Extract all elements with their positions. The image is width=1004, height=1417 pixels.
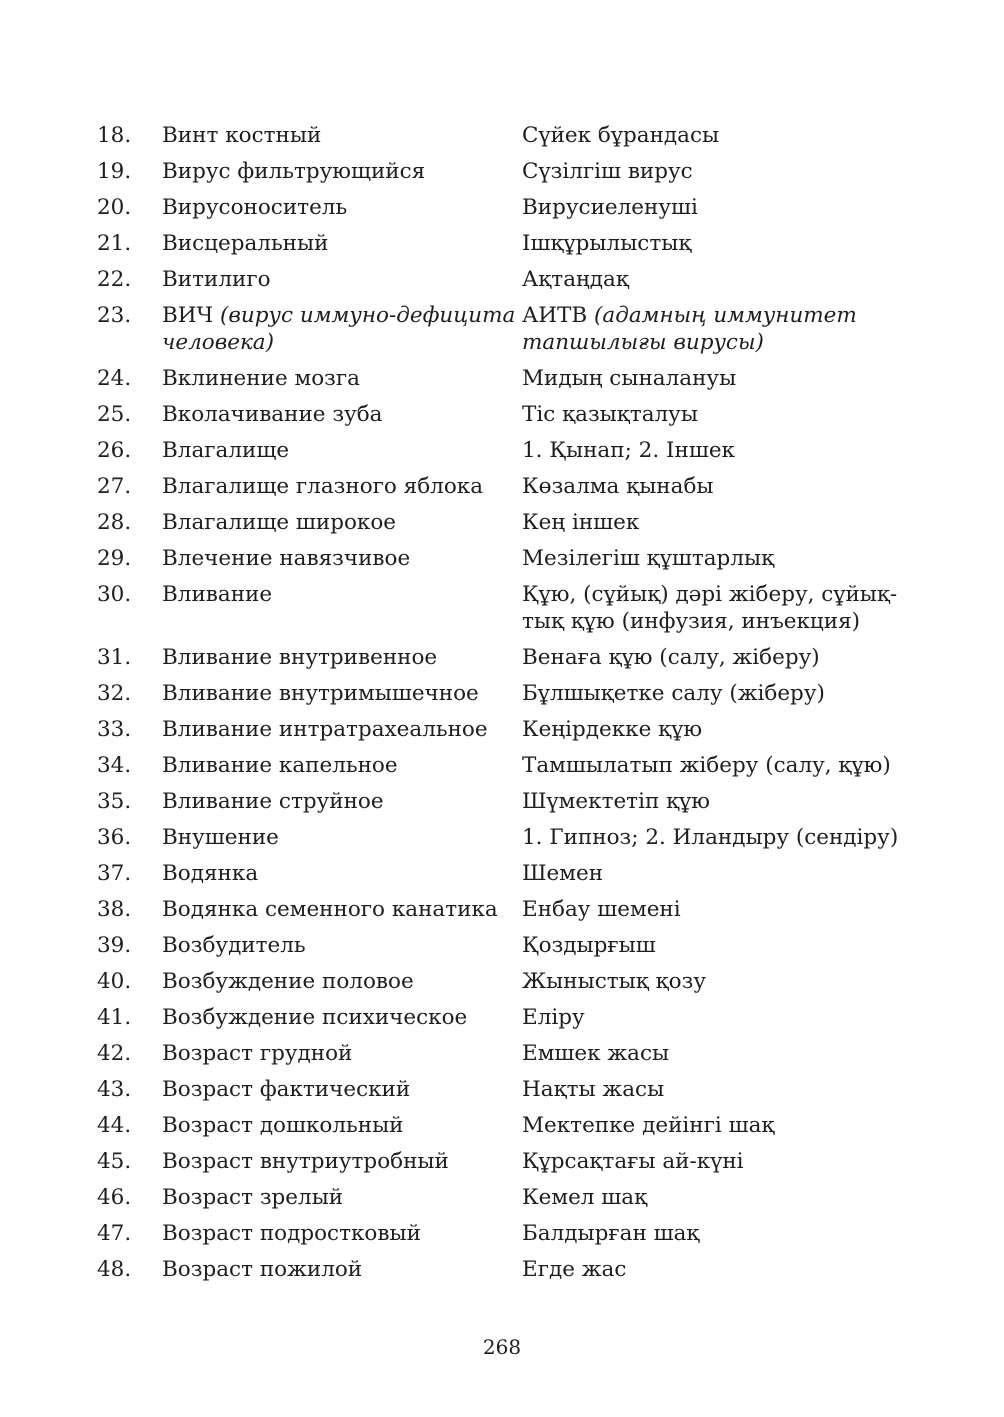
russian-term — [162, 365, 522, 392]
russian-term — [162, 860, 522, 887]
entry-number: 39. — [97, 933, 132, 958]
kazakh-term — [522, 716, 917, 743]
russian-term — [162, 158, 522, 185]
kazakh-term — [522, 194, 917, 221]
kazakh-term-text: Емшек жасы — [522, 1041, 670, 1066]
entry-number: 38. — [97, 897, 132, 922]
russian-term-text: Возбудитель — [162, 933, 306, 958]
kazakh-term-text: Нақты жасы — [522, 1077, 665, 1102]
entry-number: 41. — [97, 1005, 132, 1030]
kazakh-term — [522, 401, 917, 428]
entry-number: 27. — [97, 474, 132, 499]
russian-term-text: Возраст зрелый — [162, 1185, 344, 1210]
russian-term-text: Вливание внутримышечное — [162, 681, 479, 706]
glossary-entry — [97, 680, 917, 707]
russian-term — [162, 401, 522, 428]
glossary-entry — [97, 968, 917, 995]
russian-term — [162, 1004, 522, 1031]
russian-term — [162, 122, 522, 149]
page-number: 268 — [482, 1335, 522, 1359]
glossary-entry — [97, 860, 917, 887]
russian-term — [162, 968, 522, 995]
glossary-entry — [97, 437, 917, 464]
kazakh-term-text: Кемел шақ — [522, 1185, 648, 1210]
kazakh-term — [522, 1040, 917, 1067]
kazakh-term-text: Балдырған шақ — [522, 1221, 700, 1246]
entry-number: 33. — [97, 717, 132, 742]
glossary-entry — [97, 824, 917, 851]
glossary-entry — [97, 401, 917, 428]
kazakh-term-text: Еліру — [522, 1005, 585, 1030]
russian-term — [162, 644, 522, 671]
glossary-list — [97, 122, 917, 1292]
russian-term — [162, 266, 522, 293]
kazakh-term-text: Құрсақтағы ай-күні — [522, 1149, 744, 1174]
russian-term — [162, 545, 522, 572]
glossary-entry — [97, 1040, 917, 1067]
kazakh-term — [522, 1004, 917, 1031]
kazakh-term-text: Шүмектетіп құю — [522, 789, 711, 814]
entry-number: 30. — [97, 582, 132, 607]
russian-term-text: Вклинение мозга — [162, 366, 360, 391]
glossary-entry — [97, 932, 917, 959]
russian-term — [162, 824, 522, 851]
entry-number: 29. — [97, 546, 132, 571]
russian-term — [162, 1220, 522, 1247]
glossary-entry — [97, 1112, 917, 1139]
kazakh-term-text: Тамшылатып жіберу (салу, құю) — [522, 753, 891, 778]
entry-number: 44. — [97, 1113, 132, 1138]
entry-number: 48. — [97, 1257, 132, 1282]
russian-term — [162, 752, 522, 779]
russian-term — [162, 230, 522, 257]
kazakh-term — [522, 968, 917, 995]
entry-number: 45. — [97, 1149, 132, 1174]
russian-term-note: (вирус иммуно-дефицита человека) — [162, 303, 516, 355]
russian-term-text: Возраст дошкольный — [162, 1113, 404, 1138]
kazakh-term-text: Көзалма қынабы — [522, 474, 714, 499]
russian-term — [162, 680, 522, 707]
glossary-entry — [97, 509, 917, 536]
russian-term-text: Вливание — [162, 582, 273, 607]
kazakh-term-text: Құю, (сұйық) дәрі жіберу, сұйық-тық құю (инфузия, инъекция) — [522, 582, 898, 634]
russian-term-text: Водянка семенного канатика — [162, 897, 498, 922]
russian-term — [162, 788, 522, 815]
kazakh-term-text: Егде жас — [522, 1257, 627, 1282]
glossary-entry — [97, 302, 917, 356]
kazakh-term — [522, 158, 917, 185]
russian-term-text: Возраст внутриутробный — [162, 1149, 449, 1174]
kazakh-term — [522, 752, 917, 779]
entry-number: 43. — [97, 1077, 132, 1102]
russian-term-text: Влагалище — [162, 438, 290, 463]
kazakh-term-text: Мидың сыналануы — [522, 366, 737, 391]
glossary-entry — [97, 1148, 917, 1175]
entry-number: 47. — [97, 1221, 132, 1246]
russian-term-text: Внушение — [162, 825, 279, 850]
kazakh-term — [522, 824, 917, 851]
kazakh-term — [522, 509, 917, 536]
kazakh-term — [522, 545, 917, 572]
russian-term-text: Водянка — [162, 861, 259, 886]
entry-number: 21. — [97, 231, 132, 256]
kazakh-term — [522, 1220, 917, 1247]
glossary-entry — [97, 644, 917, 671]
kazakh-term-text: Сүзілгіш вирус — [522, 159, 693, 184]
entry-number: 24. — [97, 366, 132, 391]
russian-term — [162, 437, 522, 464]
russian-term-text: Влечение навязчивое — [162, 546, 411, 571]
russian-term-text: Возбуждение психическое — [162, 1005, 468, 1030]
kazakh-term-text: Ішқұрылыстық — [522, 231, 692, 256]
kazakh-term — [522, 788, 917, 815]
russian-term-text: Вколачивание зуба — [162, 402, 383, 427]
kazakh-term — [522, 896, 917, 923]
glossary-entry — [97, 266, 917, 293]
entry-number: 28. — [97, 510, 132, 535]
glossary-entry — [97, 1076, 917, 1103]
glossary-entry — [97, 788, 917, 815]
russian-term — [162, 1148, 522, 1175]
glossary-entry — [97, 122, 917, 149]
russian-term-text: Витилиго — [162, 267, 271, 292]
kazakh-term — [522, 230, 917, 257]
russian-term — [162, 473, 522, 500]
kazakh-term-text: Сүйек бұрандасы — [522, 123, 720, 148]
entry-number: 31. — [97, 645, 132, 670]
entry-number: 35. — [97, 789, 132, 814]
russian-term-text: Висцеральный — [162, 231, 329, 256]
glossary-entry — [97, 230, 917, 257]
kazakh-term — [522, 302, 917, 356]
glossary-entry — [97, 1004, 917, 1031]
entry-number: 19. — [97, 159, 132, 184]
kazakh-term — [522, 1184, 917, 1211]
kazakh-term — [522, 437, 917, 464]
russian-term — [162, 509, 522, 536]
russian-term-text: Возбуждение половое — [162, 969, 414, 994]
entry-number: 42. — [97, 1041, 132, 1066]
kazakh-term — [522, 1112, 917, 1139]
russian-term-text: ВИЧ — [162, 303, 214, 328]
glossary-entry — [97, 473, 917, 500]
entry-number: 40. — [97, 969, 132, 994]
kazakh-term-text: Жыныстық қозу — [522, 969, 706, 994]
kazakh-term — [522, 266, 917, 293]
kazakh-term-text: Мектепке дейінгі шақ — [522, 1113, 775, 1138]
kazakh-term-text: Кеңірдекке құю — [522, 717, 703, 742]
glossary-entry — [97, 896, 917, 923]
entry-number: 18. — [97, 123, 132, 148]
kazakh-term — [522, 1256, 917, 1283]
kazakh-term — [522, 1076, 917, 1103]
glossary-entry — [97, 1220, 917, 1247]
kazakh-term-text: Бұлшықетке салу (жіберу) — [522, 681, 825, 706]
kazakh-term-text: Кең іншек — [522, 510, 640, 535]
glossary-entry — [97, 545, 917, 572]
kazakh-term-text: Ақтаңдақ — [522, 267, 629, 292]
russian-term — [162, 1076, 522, 1103]
russian-term-text: Вливание интратрахеальное — [162, 717, 488, 742]
kazakh-term-text: Мезілегіш құштарлық — [522, 546, 775, 571]
russian-term-text: Вирусоноситель — [162, 195, 348, 220]
glossary-entry — [97, 158, 917, 185]
glossary-entry — [97, 194, 917, 221]
kazakh-term — [522, 473, 917, 500]
entry-number: 26. — [97, 438, 132, 463]
kazakh-term-note: (адамның иммунитет тапшылығы вирусы) — [522, 303, 857, 355]
russian-term-text: Винт костный — [162, 123, 322, 148]
russian-term — [162, 194, 522, 221]
russian-term — [162, 1184, 522, 1211]
kazakh-term — [522, 122, 917, 149]
russian-term-text: Вливание струйное — [162, 789, 384, 814]
russian-term-text: Возраст пожилой — [162, 1257, 363, 1282]
entry-number: 23. — [97, 303, 132, 328]
entry-number: 32. — [97, 681, 132, 706]
entry-number: 46. — [97, 1185, 132, 1210]
russian-term — [162, 896, 522, 923]
entry-number: 36. — [97, 825, 132, 850]
kazakh-term-text: Венаға құю (салу, жіберу) — [522, 645, 820, 670]
russian-term — [162, 716, 522, 743]
kazakh-term-text: Қоздырғыш — [522, 933, 656, 958]
glossary-entry — [97, 1184, 917, 1211]
russian-term-text: Вирус фильтрующийся — [162, 159, 426, 184]
kazakh-term-text: Вирусиеленуші — [522, 195, 698, 220]
kazakh-term — [522, 932, 917, 959]
entry-number: 37. — [97, 861, 132, 886]
kazakh-term-text: 1. Гипноз; 2. Иландыру (сендіру) — [522, 825, 899, 850]
russian-term-text: Вливание капельное — [162, 753, 398, 778]
russian-term-text: Возраст грудной — [162, 1041, 353, 1066]
entry-number: 25. — [97, 402, 132, 427]
glossary-entry — [97, 581, 917, 635]
kazakh-term — [522, 680, 917, 707]
kazakh-term-text: 1. Қынап; 2. Іншек — [522, 438, 735, 463]
russian-term — [162, 1040, 522, 1067]
russian-term-text: Влагалище широкое — [162, 510, 397, 535]
kazakh-term-text: Енбау шемені — [522, 897, 681, 922]
kazakh-term — [522, 365, 917, 392]
entry-number: 20. — [97, 195, 132, 220]
kazakh-term-text: Шемен — [522, 861, 604, 886]
kazakh-term — [522, 860, 917, 887]
russian-term-text: Возраст подростковый — [162, 1221, 421, 1246]
glossary-entry — [97, 752, 917, 779]
russian-term-text: Возраст фактический — [162, 1077, 411, 1102]
russian-term — [162, 1256, 522, 1283]
glossary-entry — [97, 716, 917, 743]
russian-term-text: Вливание внутривенное — [162, 645, 438, 670]
russian-term — [162, 1112, 522, 1139]
kazakh-term-text: Тіс қазықталуы — [522, 402, 698, 427]
glossary-entry — [97, 1256, 917, 1283]
russian-term — [162, 302, 522, 356]
kazakh-term — [522, 644, 917, 671]
entry-number: 22. — [97, 267, 132, 292]
glossary-entry — [97, 365, 917, 392]
kazakh-term — [522, 1148, 917, 1175]
kazakh-term — [522, 581, 917, 635]
russian-term — [162, 932, 522, 959]
russian-term — [162, 581, 522, 608]
entry-number: 34. — [97, 753, 132, 778]
russian-term-text: Влагалище глазного яблока — [162, 474, 484, 499]
kazakh-term-text: АИТВ — [522, 303, 588, 328]
